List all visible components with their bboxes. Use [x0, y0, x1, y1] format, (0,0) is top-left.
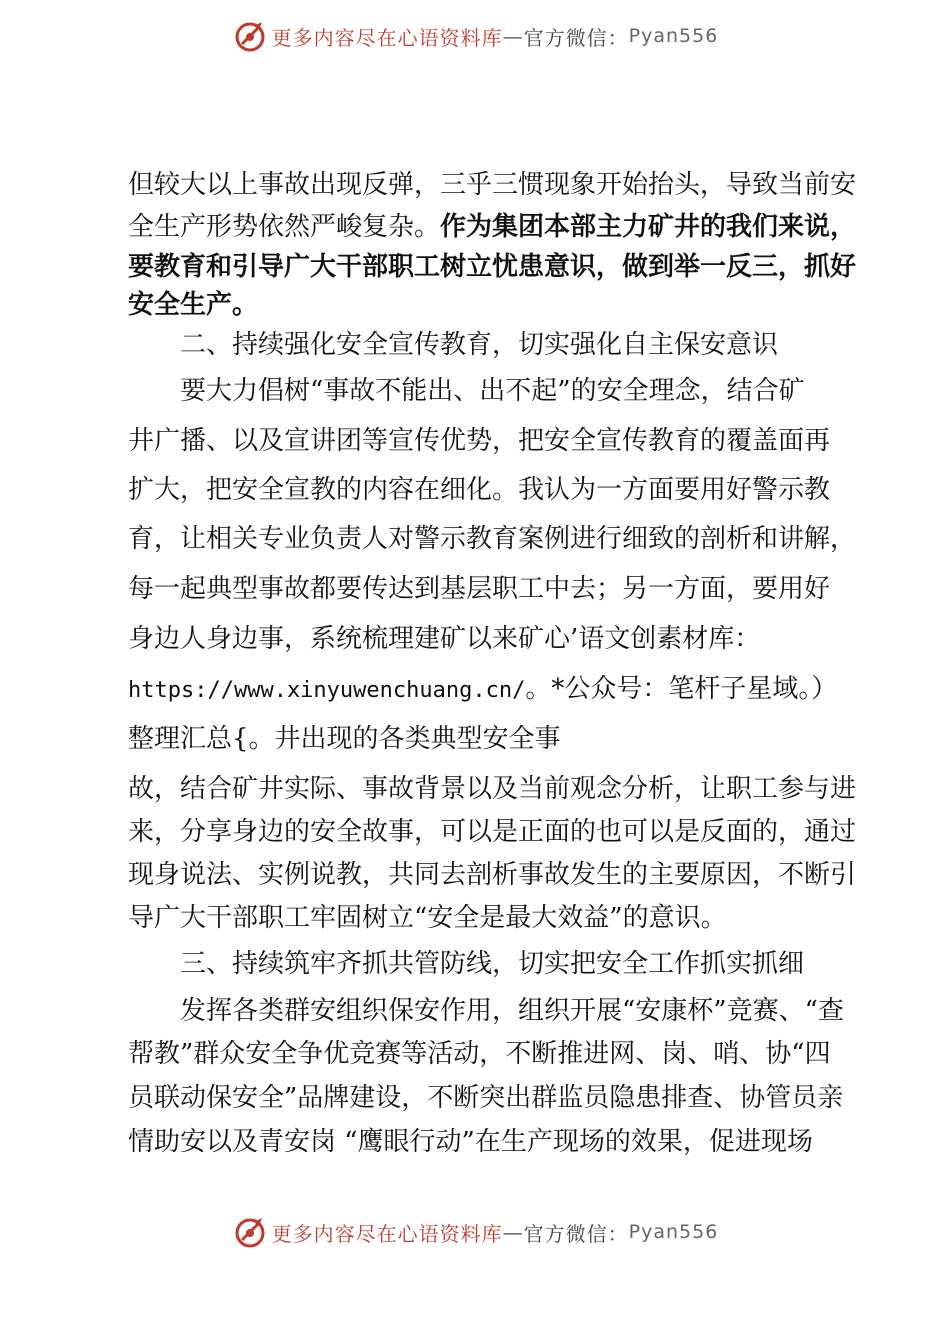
footer-watermark	[0, 1212, 950, 1252]
watermark-wechat-label: 官方微信：	[523, 25, 629, 50]
text-line: 育，让相关专业负责人对警示教育案例进行细致的剖析和讲解，	[128, 524, 857, 554]
bold-text-line: 安全生产。	[128, 290, 259, 320]
text-line: https://www.xinyuwenchuang.cn/。*公众号：笔杆子星域。）	[128, 674, 838, 704]
text-line: 来，分享身边的安全故事，可以是正面的也可以是反面的，通过	[128, 817, 857, 847]
watermark-separator: —	[502, 24, 524, 48]
text-line: 但较大以上事故出现反弹，三乎三惯现象开始抬头，导致当前安	[128, 170, 857, 200]
text-line: 情助安以及青安岗 “鹰眼行动”在生产现场的效果，促进现场	[128, 1127, 813, 1157]
text-line: 故，结合矿井实际、事故背景以及当前观念分析，让职工参与进	[128, 774, 857, 804]
text-line: 扩大，把安全宣教的内容在细化。我认为一方面要用好警示教	[128, 475, 831, 505]
text-line: 身边人身边事，系统梳理建矿以来矿心’语文创素材库：	[128, 624, 761, 654]
watermark-handle: Pyan556	[628, 25, 719, 47]
text-line: 全生产形势依然严峻复杂。作为集团本部主力矿井的我们来说，	[128, 212, 857, 242]
text-line: 员联动保安全”品牌建设，不断突出群监员隐患排查、协管员亲	[128, 1083, 844, 1113]
watermark-handle: Pyan556	[628, 1221, 719, 1243]
source-url: https://www.xinyuwenchuang.cn/	[128, 678, 526, 703]
header-watermark	[0, 16, 950, 56]
logo-icon	[232, 18, 268, 54]
bold-text-line: 要教育和引导广大干部职工树立忧患意识，做到举一反三，抓好	[128, 252, 857, 282]
text-line: 现身说法、实例说教，共同去剖析事故发生的主要原因，不断引	[128, 860, 857, 890]
text-line: 导广大干部职工牢固树立“安全是最大效益”的意识。	[128, 903, 727, 933]
text-line: 每一起典型事故都要传达到基层职工中去；另一方面，要用好	[128, 574, 831, 604]
watermark-text: 更多内容尽在心语资料库	[271, 1221, 503, 1246]
watermark-separator: —	[502, 1220, 524, 1244]
logo-icon	[232, 1214, 268, 1250]
bold-text: 作为集团本部主力矿井的我们来说，	[440, 212, 857, 242]
text-line: 要大力倡树“事故不能出、出不起”的安全理念，结合矿	[180, 376, 805, 406]
text-line: 发挥各类群安组织保安作用，组织开展“安康杯”竞赛、“查	[180, 996, 844, 1026]
section-heading: 二、持续强化安全宣传教育，切实强化自主保安意识	[180, 330, 779, 360]
section-heading: 三、持续筑牢齐抓共管防线，切实把安全工作抓实抓细	[180, 949, 805, 979]
watermark-wechat-label: 官方微信：	[523, 1221, 629, 1246]
watermark-text: 更多内容尽在心语资料库	[271, 25, 503, 50]
text-line: 井广播、以及宣讲团等宣传优势，把安全宣传教育的覆盖面再	[128, 426, 831, 456]
text-line: 整理汇总{。井出现的各类典型安全事	[128, 724, 561, 754]
text-line: 帮教”群众安全争优竞赛等活动，不断推进网、岗、哨、协“四	[128, 1039, 831, 1069]
